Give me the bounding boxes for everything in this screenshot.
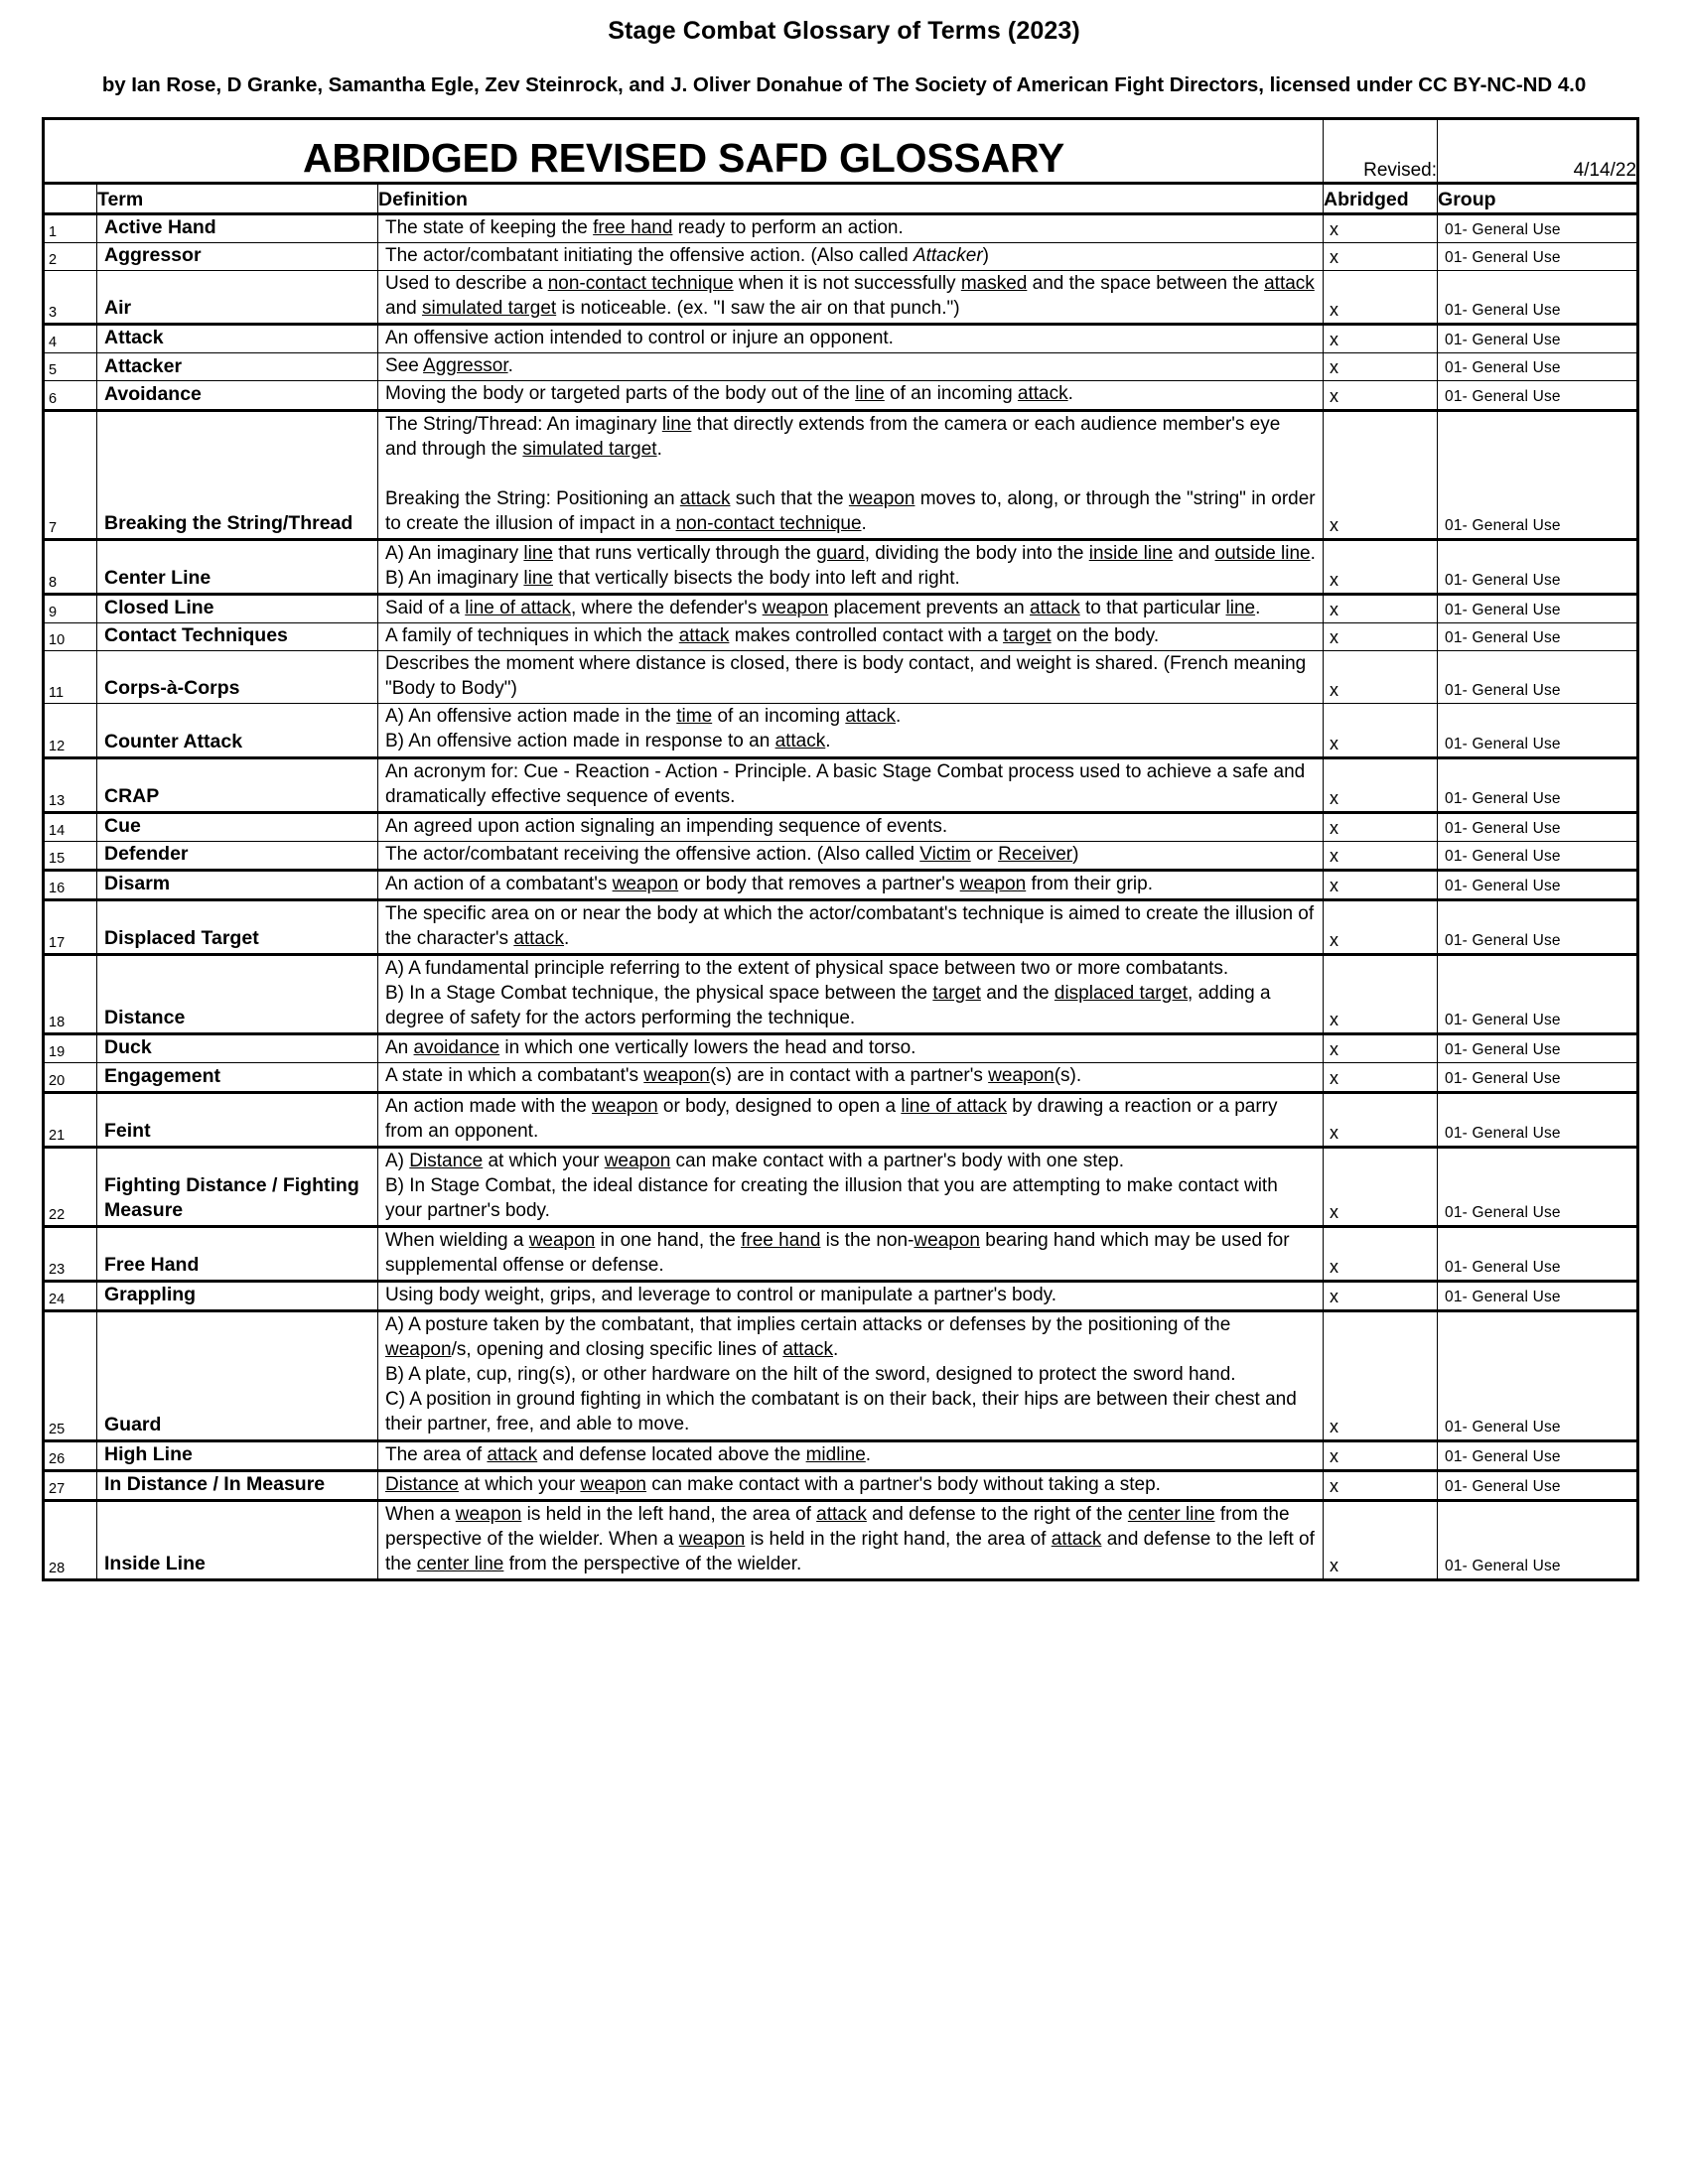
row-number: 2 — [44, 243, 97, 271]
table-row — [44, 955, 1638, 1034]
row-number: 5 — [44, 353, 97, 381]
term-cell: Distance — [97, 955, 378, 1034]
column-header-abridged: Abridged — [1324, 184, 1438, 214]
row-number: 10 — [44, 623, 97, 651]
table-row — [44, 325, 1638, 353]
abridged-cell: x — [1324, 757, 1438, 812]
abridged-cell: x — [1324, 539, 1438, 594]
table-row — [44, 1034, 1638, 1063]
definition-cell: Distance at which your weapon can make contact with a partner's body without taking a step. — [378, 1470, 1324, 1500]
abridged-cell: x — [1324, 381, 1438, 410]
group-cell: 01- General Use — [1438, 1500, 1638, 1579]
term-cell: Avoidance — [97, 381, 378, 410]
row-number: 3 — [44, 271, 97, 325]
abridged-cell: x — [1324, 870, 1438, 899]
group-cell: 01- General Use — [1438, 1092, 1638, 1147]
group-cell: 01- General Use — [1438, 870, 1638, 899]
group-cell: 01- General Use — [1438, 1063, 1638, 1092]
group-cell: 01- General Use — [1438, 704, 1638, 757]
term-cell: High Line — [97, 1440, 378, 1470]
row-number: 23 — [44, 1226, 97, 1281]
definition-cell: The state of keeping the free hand ready to perform an action. — [378, 214, 1324, 243]
row-number: 9 — [44, 595, 97, 623]
row-number: 20 — [44, 1063, 97, 1092]
row-number: 8 — [44, 539, 97, 594]
group-cell: 01- General Use — [1438, 271, 1638, 325]
abridged-cell: x — [1324, 955, 1438, 1034]
term-cell: Aggressor — [97, 243, 378, 271]
abridged-cell: x — [1324, 243, 1438, 271]
term-cell: Defender — [97, 841, 378, 870]
document-credit: by Ian Rose, D Granke, Samantha Egle, Zev Steinrock, and J. Oliver Donahue of The Society of American Fight Directors, licensed under CC BY-NC-ND 4.0 — [101, 73, 1587, 96]
term-cell: Breaking the String/Thread — [97, 410, 378, 539]
definition-cell: An offensive action intended to control or injure an opponent. — [378, 325, 1324, 353]
definition-cell: A state in which a combatant's weapon(s) are in contact with a partner's weapon(s). — [378, 1063, 1324, 1092]
definition-cell: See Aggressor. — [378, 353, 1324, 381]
group-cell: 01- General Use — [1438, 1226, 1638, 1281]
abridged-cell: x — [1324, 623, 1438, 651]
abridged-cell: x — [1324, 271, 1438, 325]
table-row — [44, 841, 1638, 870]
definition-cell: An agreed upon action signaling an impending sequence of events. — [378, 812, 1324, 841]
term-cell: Attacker — [97, 353, 378, 381]
table-row — [44, 539, 1638, 594]
term-cell: Guard — [97, 1311, 378, 1440]
row-number: 17 — [44, 899, 97, 954]
definition-cell: The actor/combatant initiating the offensive action. (Also called Attacker) — [378, 243, 1324, 271]
abridged-cell: x — [1324, 1440, 1438, 1470]
term-cell: Grappling — [97, 1282, 378, 1311]
table-row — [44, 651, 1638, 704]
column-header-group: Group — [1438, 184, 1638, 214]
definition-cell: The String/Thread: An imaginary line that directly extends from the camera or each audience member's eye and through the simulated target. Breaking the String: Positioning an attack such that the weapon moves to, along, or through the "string" in order to create the illusion of impact in a non-contact technique. — [378, 410, 1324, 539]
definition-cell: The actor/combatant receiving the offensive action. (Also called Victim or Receiver) — [378, 841, 1324, 870]
group-cell: 01- General Use — [1438, 841, 1638, 870]
table-row — [44, 870, 1638, 899]
group-cell: 01- General Use — [1438, 1440, 1638, 1470]
group-cell: 01- General Use — [1438, 1311, 1638, 1440]
definition-cell: An avoidance in which one vertically lowers the head and torso. — [378, 1034, 1324, 1063]
group-cell: 01- General Use — [1438, 757, 1638, 812]
term-cell: Attack — [97, 325, 378, 353]
row-number: 12 — [44, 704, 97, 757]
definition-cell: Moving the body or targeted parts of the body out of the line of an incoming attack. — [378, 381, 1324, 410]
table-row — [44, 1147, 1638, 1226]
row-number: 11 — [44, 651, 97, 704]
row-number: 13 — [44, 757, 97, 812]
abridged-cell: x — [1324, 410, 1438, 539]
term-cell: Disarm — [97, 870, 378, 899]
term-cell: Inside Line — [97, 1500, 378, 1579]
group-cell: 01- General Use — [1438, 1282, 1638, 1311]
table-row — [44, 271, 1638, 325]
row-number: 21 — [44, 1092, 97, 1147]
row-number: 25 — [44, 1311, 97, 1440]
glossary-banner-title: ABRIDGED REVISED SAFD GLOSSARY — [44, 119, 1324, 184]
abridged-cell: x — [1324, 353, 1438, 381]
abridged-cell: x — [1324, 1311, 1438, 1440]
glossary-rows — [44, 214, 1638, 1580]
abridged-cell: x — [1324, 595, 1438, 623]
term-cell: Cue — [97, 812, 378, 841]
table-row — [44, 1226, 1638, 1281]
definition-cell: A) An offensive action made in the time of an incoming attack. B) An offensive action made in response to an attack. — [378, 704, 1324, 757]
table-row — [44, 757, 1638, 812]
table-row — [44, 623, 1638, 651]
table-row — [44, 1282, 1638, 1311]
term-cell: Contact Techniques — [97, 623, 378, 651]
group-cell: 01- General Use — [1438, 955, 1638, 1034]
definition-cell: An acronym for: Cue - Reaction - Action - Principle. A basic Stage Combat process used to achieve a safe and dramatically effective sequence of events. — [378, 757, 1324, 812]
group-cell: 01- General Use — [1438, 381, 1638, 410]
table-row — [44, 1063, 1638, 1092]
definition-cell: A) A posture taken by the combatant, that implies certain attacks or defenses by the positioning of the weapon/s, opening and closing specific lines of attack. B) A plate, cup, ring(s), or other hardware on the hilt of the sword, designed to protect the sword hand. C) A position in ground fighting in which the combatant is on their back, their hips are between their chest and their partner, free, and able to move. — [378, 1311, 1324, 1440]
term-cell: In Distance / In Measure — [97, 1470, 378, 1500]
term-cell: Center Line — [97, 539, 378, 594]
term-cell: CRAP — [97, 757, 378, 812]
definition-cell: A) A fundamental principle referring to the extent of physical space between two or more combatants. B) In a Stage Combat technique, the physical space between the target and the displaced target, adding a degree of safety for the actors performing the technique. — [378, 955, 1324, 1034]
group-cell: 01- General Use — [1438, 1147, 1638, 1226]
table-row — [44, 1470, 1638, 1500]
column-header-number — [44, 184, 97, 214]
group-cell: 01- General Use — [1438, 1470, 1638, 1500]
term-cell: Feint — [97, 1092, 378, 1147]
table-row — [44, 1500, 1638, 1579]
row-number: 15 — [44, 841, 97, 870]
group-cell: 01- General Use — [1438, 410, 1638, 539]
table-row — [44, 214, 1638, 243]
row-number: 18 — [44, 955, 97, 1034]
group-cell: 01- General Use — [1438, 623, 1638, 651]
page-title: Stage Combat Glossary of Terms (2023) — [608, 17, 1080, 45]
table-row — [44, 243, 1638, 271]
revised-label: Revised: — [1324, 119, 1438, 184]
glossary-table — [42, 117, 1639, 1581]
term-cell: Displaced Target — [97, 899, 378, 954]
definition-cell: An action made with the weapon or body, designed to open a line of attack by drawing a reaction or a parry from an opponent. — [378, 1092, 1324, 1147]
abridged-cell: x — [1324, 1147, 1438, 1226]
group-cell: 01- General Use — [1438, 325, 1638, 353]
table-row — [44, 899, 1638, 954]
abridged-cell: x — [1324, 1226, 1438, 1281]
table-row — [44, 1440, 1638, 1470]
definition-cell: Using body weight, grips, and leverage to control or manipulate a partner's body. — [378, 1282, 1324, 1311]
definition-cell: The specific area on or near the body at which the actor/combatant's technique is aimed to create the illusion of the character's attack. — [378, 899, 1324, 954]
table-row — [44, 704, 1638, 757]
abridged-cell: x — [1324, 1034, 1438, 1063]
term-cell: Engagement — [97, 1063, 378, 1092]
column-header-term: Term — [97, 184, 378, 214]
banner-row — [44, 119, 1638, 184]
row-number: 27 — [44, 1470, 97, 1500]
term-cell: Air — [97, 271, 378, 325]
abridged-cell: x — [1324, 841, 1438, 870]
group-cell: 01- General Use — [1438, 539, 1638, 594]
abridged-cell: x — [1324, 1470, 1438, 1500]
group-cell: 01- General Use — [1438, 651, 1638, 704]
row-number: 4 — [44, 325, 97, 353]
column-header-definition: Definition — [378, 184, 1324, 214]
row-number: 19 — [44, 1034, 97, 1063]
table-row — [44, 381, 1638, 410]
definition-cell: The area of attack and defense located above the midline. — [378, 1440, 1324, 1470]
term-cell: Active Hand — [97, 214, 378, 243]
definition-cell: When a weapon is held in the left hand, the area of attack and defense to the right of the center line from the perspective of the wielder. When a weapon is held in the right hand, the area of attack and defense to the left of the center line from the perspective of the wielder. — [378, 1500, 1324, 1579]
term-cell: Duck — [97, 1034, 378, 1063]
group-cell: 01- General Use — [1438, 899, 1638, 954]
group-cell: 01- General Use — [1438, 812, 1638, 841]
revised-date: 4/14/22 — [1438, 119, 1638, 184]
term-cell: Fighting Distance / Fighting Measure — [97, 1147, 378, 1226]
definition-cell: A) An imaginary line that runs vertically through the guard, dividing the body into the inside line and outside line. B) An imaginary line that vertically bisects the body into left and right. — [378, 539, 1324, 594]
row-number: 6 — [44, 381, 97, 410]
term-cell: Free Hand — [97, 1226, 378, 1281]
row-number: 1 — [44, 214, 97, 243]
abridged-cell: x — [1324, 899, 1438, 954]
term-cell: Closed Line — [97, 595, 378, 623]
row-number: 22 — [44, 1147, 97, 1226]
table-row — [44, 353, 1638, 381]
table-row — [44, 1092, 1638, 1147]
table-row — [44, 1311, 1638, 1440]
row-number: 14 — [44, 812, 97, 841]
definition-cell: A) Distance at which your weapon can make contact with a partner's body with one step. B) In Stage Combat, the ideal distance for creating the illusion that you are attempting to make contact with your partner's body. — [378, 1147, 1324, 1226]
table-row — [44, 410, 1638, 539]
abridged-cell: x — [1324, 812, 1438, 841]
group-cell: 01- General Use — [1438, 353, 1638, 381]
row-number: 16 — [44, 870, 97, 899]
table-row — [44, 595, 1638, 623]
definition-cell: An action of a combatant's weapon or body that removes a partner's weapon from their grip. — [378, 870, 1324, 899]
term-cell: Corps-à-Corps — [97, 651, 378, 704]
definition-cell: When wielding a weapon in one hand, the free hand is the non-weapon bearing hand which may be used for supplemental offense or defense. — [378, 1226, 1324, 1281]
row-number: 7 — [44, 410, 97, 539]
term-cell: Counter Attack — [97, 704, 378, 757]
abridged-cell: x — [1324, 1063, 1438, 1092]
group-cell: 01- General Use — [1438, 595, 1638, 623]
row-number: 26 — [44, 1440, 97, 1470]
group-cell: 01- General Use — [1438, 214, 1638, 243]
row-number: 24 — [44, 1282, 97, 1311]
definition-cell: Describes the moment where distance is closed, there is body contact, and weight is shared. (French meaning "Body to Body") — [378, 651, 1324, 704]
group-cell: 01- General Use — [1438, 1034, 1638, 1063]
table-row — [44, 812, 1638, 841]
definition-cell: A family of techniques in which the attack makes controlled contact with a target on the body. — [378, 623, 1324, 651]
row-number: 28 — [44, 1500, 97, 1579]
definition-cell: Used to describe a non-contact technique when it is not successfully masked and the space between the attack and simulated target is noticeable. (ex. "I saw the air on that punch.") — [378, 271, 1324, 325]
abridged-cell: x — [1324, 704, 1438, 757]
table-header-row — [44, 184, 1638, 214]
abridged-cell: x — [1324, 651, 1438, 704]
abridged-cell: x — [1324, 1282, 1438, 1311]
abridged-cell: x — [1324, 1092, 1438, 1147]
abridged-cell: x — [1324, 1500, 1438, 1579]
abridged-cell: x — [1324, 325, 1438, 353]
definition-cell: Said of a line of attack, where the defender's weapon placement prevents an attack to that particular line. — [378, 595, 1324, 623]
abridged-cell: x — [1324, 214, 1438, 243]
group-cell: 01- General Use — [1438, 243, 1638, 271]
